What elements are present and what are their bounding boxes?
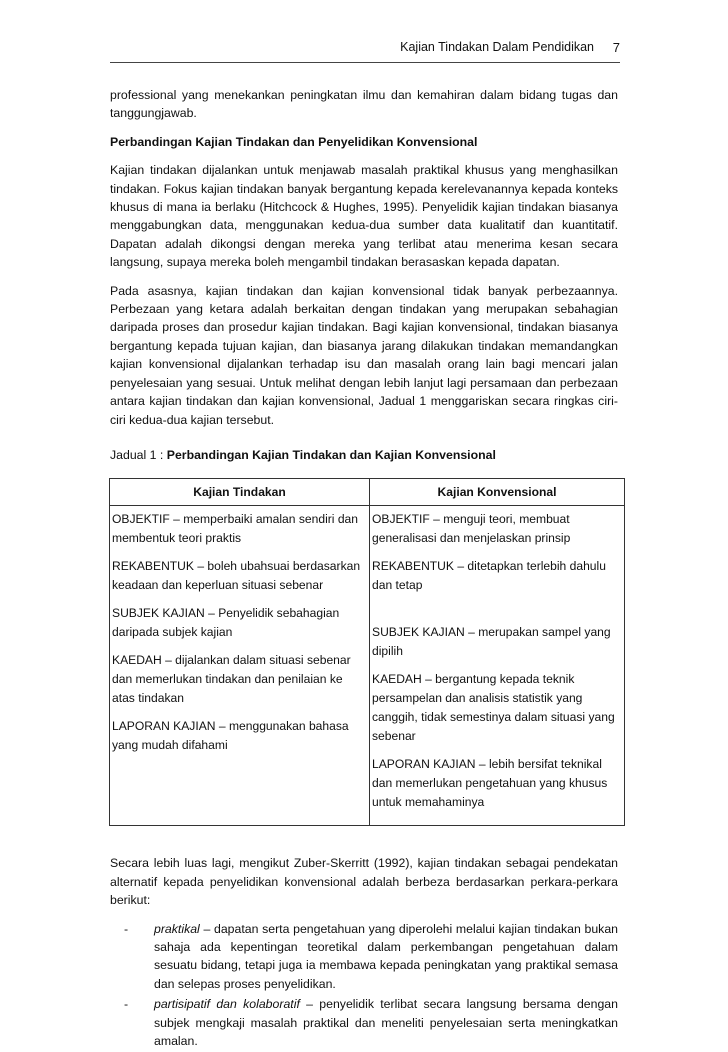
konvensional-kaedah: KAEDAH – bergantung kepada teknik persampelan dan analisis statistik yang canggih, tidak semestinya dalam situasi yang sebenar — [372, 672, 615, 744]
page-number: 7 — [612, 40, 620, 55]
bullet-term: praktikal — [154, 921, 200, 936]
konvensional-objektif: OBJEKTIF – menguji teori, membuat generalisasi dan menjelaskan prinsip — [372, 512, 571, 546]
kajian-konvensional-cell — [370, 506, 625, 826]
tindakan-kaedah: KAEDAH – dijalankan dalam situasi sebenar dan memerlukan tindakan dan penilaian ke atas tindakan — [112, 653, 351, 706]
konvensional-subjek: SUBJEK KAJIAN – merupakan sampel yang dipilih — [372, 625, 611, 659]
page-header — [110, 40, 620, 58]
tindakan-laporan: LAPORAN KAJIAN – menggunakan bahasa yang mudah difahami — [112, 719, 349, 753]
table-caption — [110, 446, 618, 464]
header-kajian-tindakan: Kajian Tindakan — [110, 479, 370, 506]
table-row — [110, 506, 625, 826]
tindakan-objektif: OBJEKTIF – memperbaiki amalan sendiri dan membentuk teori praktis — [112, 512, 359, 546]
header-divider — [110, 62, 620, 63]
bullet-term: partisipatif dan kolaboratif — [154, 997, 300, 1012]
konvensional-laporan: LAPORAN KAJIAN – lebih bersifat teknikal dan memerlukan pengetahuan yang khusus untuk memahaminya — [372, 757, 608, 810]
bullet-list — [124, 920, 618, 1051]
paragraph-2: Pada asasnya, kajian tindakan dan kajian konvensional tidak banyak perbezaannya. Perbezaan yang ketara adalah berkaitan dengan tindakan yang merupakan sebahagian daripada proses dan prosedur kajian tindakan. Bagi kajian konvensional, tindakan biasanya bergantung kepada tujuan kajian, dan biasanya jarang dilakukan tindakan memandangkan kajian konvensional dijalankan terhadap isu dan masalah orang lain bagi mencari jalan penyelesaian yang sesuai. Untuk melihat dengan lebih lanjut lagi persamaan dan perbezaan antara kajian tindakan dan kajian konvensional, Jadual 1 menggariskan secara ringkas ciri-ciri kedua-dua kajian tersebut. — [110, 283, 618, 427]
tindakan-rekabentuk: REKABENTUK – boleh ubahsuai berdasarkan keadaan dan keperluan situasi sebenar — [112, 559, 361, 593]
paragraph-1: Kajian tindakan dijalankan untuk menjawab masalah praktikal khusus yang menghasilkan tindakan. Fokus kajian tindakan banyak bergantung kepada kerelevanannya kepada konteks khusus di mana ia berlaku (Hitchcock & Hughes, 1995). Penyelidik kajian tindakan biasanya menggabungkan data, menggunakan kedua-dua sumber data kualitatif dan kuantitatif. Dapatan adalah dikongsi dengan mereka yang terlibat atau menerima kesan secara langsung, supaya mereka boleh mengambil tindakan berasaskan kepada dapatan. — [110, 163, 618, 270]
comparison-table — [109, 478, 625, 826]
tindakan-subjek: SUBJEK KAJIAN – Penyelidik sebahagian daripada subjek kajian — [112, 606, 340, 640]
header-kajian-konvensional: Kajian Konvensional — [370, 479, 625, 506]
closing-paragraph: Secara lebih luas lagi, mengikut Zuber-Skerritt (1992), kajian tindakan sebagai pendekatan alternatif kepada penyelidikan konvensional adalah berbeza berdasarkan perkara-perkara berikut: — [110, 856, 618, 908]
table-header-row — [110, 479, 625, 506]
header-title: Kajian Tindakan Dalam Pendidikan — [400, 40, 594, 54]
dash-bullet: - — [124, 921, 129, 936]
intro-paragraph: professional yang menekankan peningkatan ilmu dan kemahiran dalam bidang tugas dan tanggungjawab. — [110, 88, 618, 121]
kajian-tindakan-cell — [110, 506, 370, 826]
table-caption-prefix: Jadual 1 : — [110, 447, 167, 462]
list-item — [124, 920, 618, 994]
table-caption-title: Perbandingan Kajian Tindakan dan Kajian Konvensional — [166, 447, 496, 462]
list-item — [124, 995, 618, 1050]
bullet-text: – dapatan serta pengetahuan yang diperolehi melalui kajian tindakan bukan sahaja ada kepentingan teoretikal dalam perkembangan pengetahuan dalam sesuatu bidang, tetapi juga ia membawa kepada peningkatan yang praktikal semasa dan selepas proses penyelidikan. — [154, 921, 618, 991]
bullet-text: – penyelidik terlibat secara langsung bersama dengan subjek mengkaji masalah praktikal dan meneliti penyelesaian serta meningkatkan amalan. — [154, 997, 618, 1048]
dash-bullet: - — [124, 997, 129, 1012]
page-body — [110, 86, 618, 1052]
section-heading: Perbandingan Kajian Tindakan dan Penyelidikan Konvensional — [110, 134, 478, 149]
konvensional-rekabentuk: REKABENTUK – ditetapkan terlebih dahulu dan tetap — [372, 559, 606, 593]
